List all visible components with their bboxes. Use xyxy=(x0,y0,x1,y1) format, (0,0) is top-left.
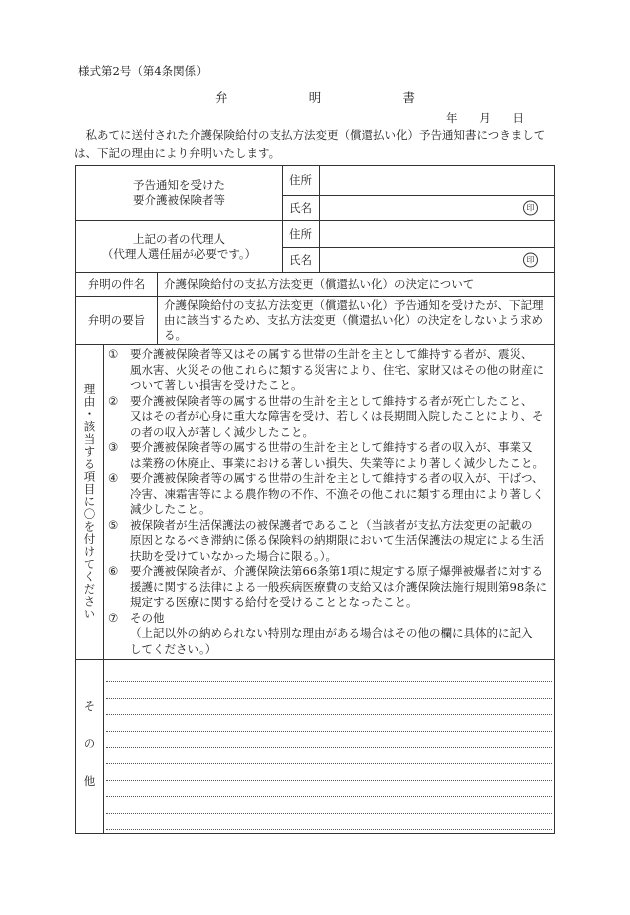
subject-label: 弁明の件名 xyxy=(76,273,158,297)
seal-icon: 印 xyxy=(523,201,538,216)
other-note: （上記以外の納められない特別な理由がある場合はその他の欄に具体的に記入 してください。） xyxy=(130,626,533,656)
form-number: 様式第2号（第4条関係） xyxy=(78,64,208,78)
subject-value: 介護保険給付の支払方法変更（償還払い化）の決定について xyxy=(158,273,555,297)
dotted-line xyxy=(106,748,552,764)
intro-text xyxy=(74,126,558,162)
applicant-address-label: 住所 xyxy=(283,166,320,196)
reasons-list xyxy=(104,345,555,660)
dotted-line xyxy=(106,781,552,797)
reason-item[interactable]: ④ 要介護被保険者等の属する世帯の生計を主として維持する者の収入が、干ばつ、 冷害、凍霜害等による農作物の不作、不漁その他これに類する理由により著しく 減少したこと。 xyxy=(108,471,544,516)
title-char: 弁 xyxy=(215,90,228,105)
agent-name-label: 氏名 xyxy=(283,248,320,273)
page-title xyxy=(215,88,415,106)
reason-item[interactable]: ⑦ その他 xyxy=(108,610,165,625)
other-field[interactable] xyxy=(104,660,555,834)
date-month-label: 月 xyxy=(479,111,491,125)
agent-address-field[interactable] xyxy=(320,221,555,248)
reason-item[interactable]: ③ 要介護被保険者等の属する世帯の生計を主として維持する者の収入が、事業又 は業務の休廃止、事業における著しい損失、失業等により著しく減少したこと。 xyxy=(108,440,544,470)
dotted-line xyxy=(106,732,552,748)
reason-item[interactable]: ① 要介護被保険者等又はその属する世帯の生計を主として維持する者が、震災、 風水害、火災その他これらに類する災害により、住宅、家財又はその他の財産に ついて著しい損害を受けたこと。 xyxy=(108,347,544,392)
summary-label: 弁明の要旨 xyxy=(76,297,158,345)
applicant-address-field[interactable] xyxy=(320,166,555,196)
dotted-line xyxy=(106,764,552,780)
reason-item[interactable]: ⑤ 被保険者が生活保護法の被保護者であること（当該者が支払方法変更の記載の 原因となるべき滞納に係る保険料の納期限において生活保護法の規定による生活 扶助を受けていなかった場合に限る。）。 xyxy=(108,517,544,563)
applicant-name-label: 氏名 xyxy=(283,196,320,221)
form-table xyxy=(75,165,555,834)
intro-line: は、下記の理由により弁明いたします。 xyxy=(74,146,281,160)
date-year-label: 年 xyxy=(446,111,458,125)
date-line xyxy=(446,110,524,126)
dotted-line xyxy=(106,814,552,830)
applicant-label: 予告通知を受けた 要介護被保険者等 xyxy=(76,166,283,221)
dotted-line xyxy=(106,797,552,813)
reason-item[interactable]: ⑥ 要介護被保険者が、介護保険法第66条第1項に規定する原子爆弾被爆者に対する 援護に関する法律による一般疾病医療費の支給又は介護保険法施行規則第98条に 規定する医療に関する給付を受けることとなったこと。 xyxy=(108,564,548,609)
other-label: そ の 他 xyxy=(76,660,104,834)
dotted-line xyxy=(106,682,552,698)
dotted-line xyxy=(106,666,552,682)
dotted-line xyxy=(106,699,552,715)
date-day-label: 日 xyxy=(512,111,524,125)
intro-line: 私あてに送付された介護保険給付の支払方法変更（償還払い化）予告通知書につきまして xyxy=(74,128,546,142)
reason-item[interactable]: ② 要介護被保険者等の属する世帯の生計を主として維持する者が死亡したこと、 又はその者が心身に重大な障害を受け、若しくは長期間入院したことにより、そ の者の収入が著しく減少したこと。 xyxy=(108,393,544,439)
title-char: 明 xyxy=(308,90,322,105)
reasons-label: 理由・該当する項目に〇を付けてください xyxy=(76,345,104,660)
agent-label: 上記の者の代理人 （代理人選任届が必要です。） xyxy=(76,221,283,273)
seal-icon: 印 xyxy=(523,253,538,268)
title-char: 書 xyxy=(402,90,415,105)
agent-name-field[interactable] xyxy=(320,248,555,273)
summary-value: 介護保険給付の支払方法変更（償還払い化）予告通知を受けたが、下記理 由に該当するため、支払方法変更（償還払い化）の決定をしないよう求め る。 xyxy=(158,297,555,345)
applicant-name-field[interactable] xyxy=(320,196,555,221)
agent-address-label: 住所 xyxy=(283,221,320,248)
dotted-line xyxy=(106,715,552,731)
